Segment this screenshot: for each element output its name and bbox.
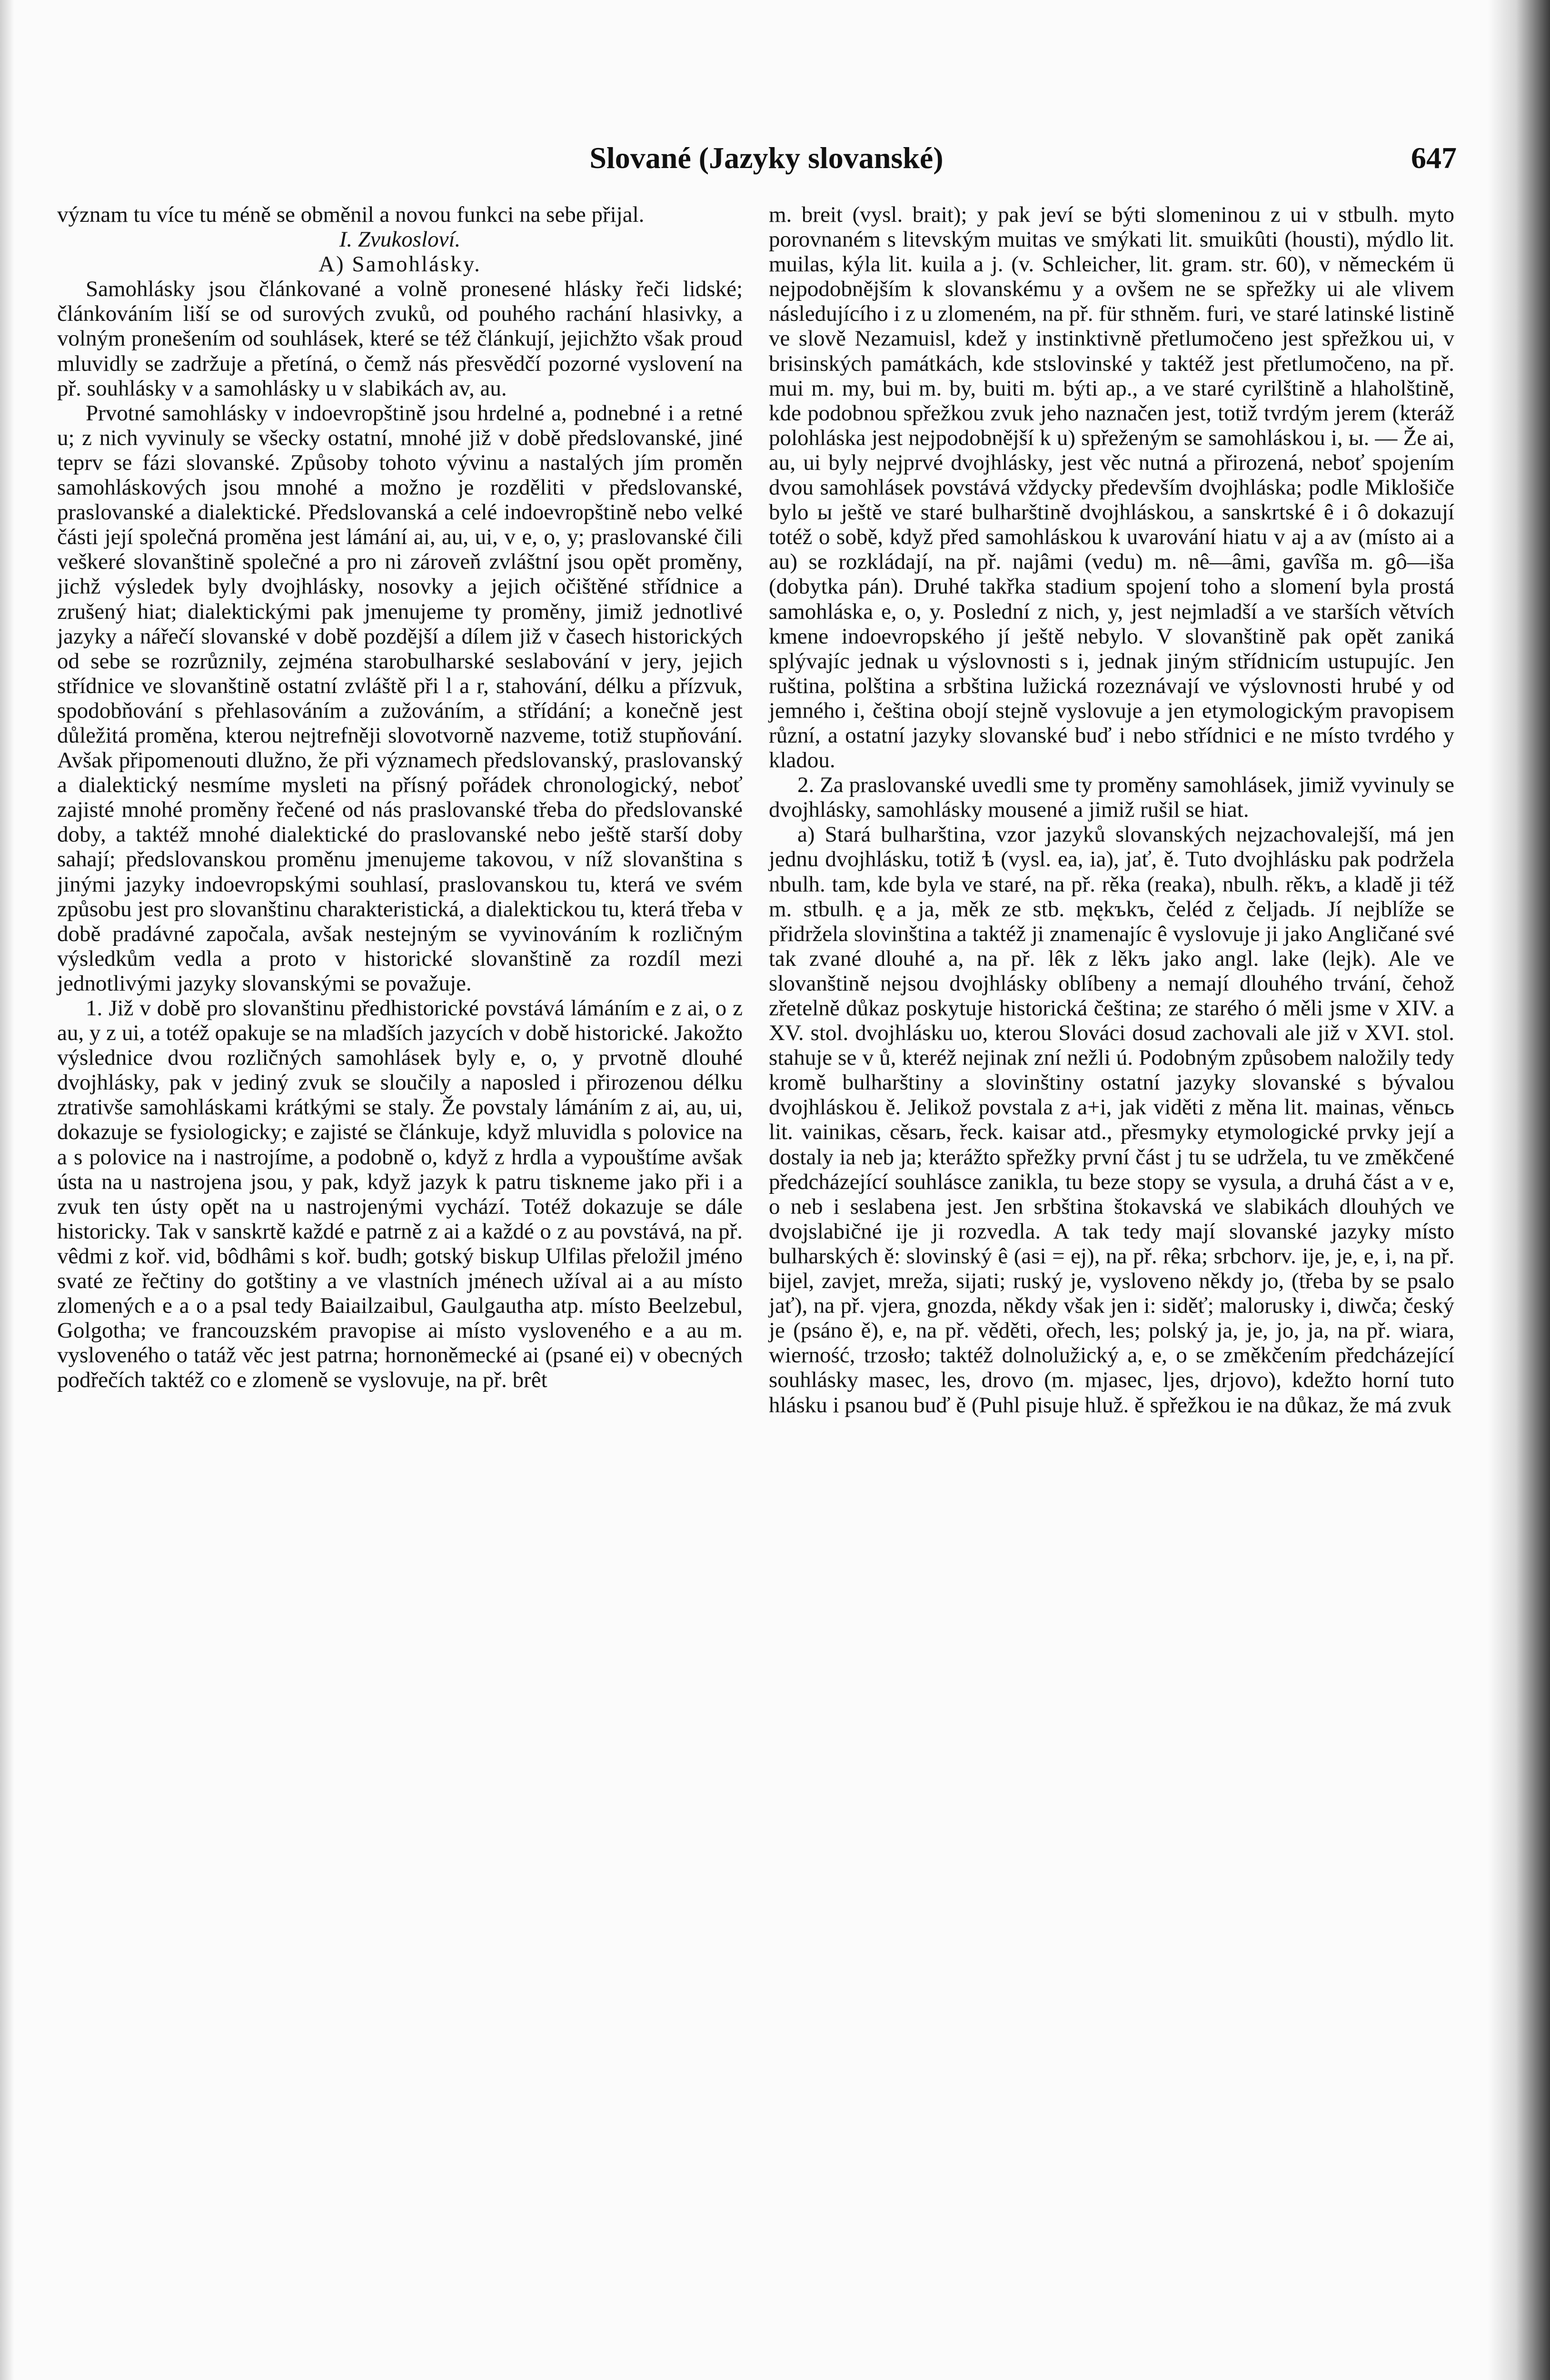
running-header <box>76 140 1457 178</box>
paragraph: 1. Již v době pro slovanštinu předhistorické povstává lámáním e z ai, o z au, y z ui, a totéž opakuje se na mladších jazycích v době historické. Jakožto výslednice dvou rozličných samohlásek byly e, o, y prvotně dlouhé dvojhlásky, pak v jediný zvuk se sloučily a naposled i přirozenou délku ztrativše samohláskami krátkými se staly. Že povstaly lámáním z ai, au, ui, dokazuje se fysiologicky; e zajisté se článkuje, když mluvidla s polovice na a s polovice na i nastrojíme, a podobně o, když z hrdla a vypouštíme avšak ústa na u nastrojena jsou, y pak, když jazyk k patru tiskneme jako při i a zvuk ten ústy opět na u nastrojenými vychází. Totéž dokazuje se dále historicky. Tak v sanskrtě každé e patrně z ai a každé o z au povstává, na př. vêdmi z koř. vid, bôdhâmi s koř. budh; gotský biskup Ulfilas přeložil jméno svaté ze řečtiny do gotštiny a ve vlastních jménech užíval ai a au místo zlomených e a o a psal tedy Baiailzaibul, Gaulgautha atp. místo Beelzebul, Golgotha; ve francouzském pravopise ai místo vysloveného e a au m. vysloveného o tatáž věc jest patrna; hornoněmecké ai (psané ei) v obecných podřečích taktéž co e zlomeně se vyslovuje, na př. brêt <box>57 996 743 1393</box>
paragraph: 2. Za praslovanské uvedli sme ty proměny samohlásek, jimiž vyvinuly se dvojhlásky, samohlásky mousené a jimiž rušil se hiat. <box>769 773 1454 823</box>
paragraph: a) Stará bulharština, vzor jazyků slovanských nejzachovalejší, má jen jednu dvojhlásku, totiž ѣ (vysl. ea, ia), jať, ě. Tuto dvojhlásku pak podržela nbulh. tam, kde byla ve staré, na př. rěka (reaka), nbulh. rěkъ, a kladě ji též m. stbulh. ę a ja, měk ze stb. mękъkъ, čeléd z čeljadь. Jí nejblíže se přidržela slovinština a taktéž ji znamenajíc ê vyslovuje ji jako Angličané své tak zvané dlouhé a, na př. lêk z lěkъ jako angl. lake (lejk). Ale ve slovanštině nejsou dvojhlásky oblíbeny a nemají dlouhého trvání, čehož zřetelně důkaz poskytuje historická čeština; ze starého ó měli jsme v XIV. a XV. stol. dvojhlásku uo, kterou Slováci dosud zachovali ale již v XVI. stol. stahuje se v ů, kteréž nejinak zní nežli ú. Podobným způsobem naložily tedy kromě bulharštiny a slovinštiny ostatní jazyky slovanské s bývalou dvojhláskou ě. Jelikož povstala z a+i, jak viděti z měna lit. mainas, věnьсь lit. vainikas, cěsarь, řeck. kaisar atd., přesmyky etymologické prvky její a dostaly ia neb ja; kterážto spřežky první část j tu se udržela, tu ve změkčené předcházející souhlásce zanikla, tu beze stopy se vysula, a druhá část a v e, o neb i seslabena jest. Jen srbština štokavská ve slabikách dlouhých ve dvojslabičné ije ji rozvedla. A tak tedy mají slovanské jazyky místo bulharských ě: slovinský ê (asi = ej), na př. rêka; srbchorv. ije, je, e, i, na př. bijel, zavjet, mreža, sijati; ruský je, vysloveno někdy jo, (třeba by se psalo jať), na př. vjera, gnozda, někdy však jen i: siděť; malorusky i, diwča; český je (psáno ě), e, na př. věděti, ořech, les; polský ja, je, jo, ja, na př. wiara, wierność, trzosło; taktéž dolnolužický a, e, o se změkčením předcházející souhlásky masec, les, drovo (m. mjasec, ljes, drjovo), kdežto horní tuto hlásku i psanou buď ě (Puhl pisuje hluž. ě spřežkou ie na důkaz, že má zvuk <box>769 822 1454 1418</box>
paragraph: m. breit (vysl. brait); y pak jeví se býti slomeninou z ui v stbulh. myto porovnaném s litevským muitas ve smýkati lit. smuikûti (housti), mýdlo lit. muilas, kýla lit. kuila a j. (v. Schleicher, lit. gram. str. 60), v německém ü nejpodobnějším k slovanskému y a ovšem ne se spřežky ui ale vlivem následujícího i z u zlomeném, na př. für sthněm. furi, ve staré latinské listině ve slově Nezamuisl, kdež y instinktivně přetlumočeno jest spřežkou ui, v brisinských památkách, kde stslovinské y taktéž jest přetlumočeno, na př. mui m. my, bui m. by, buiti m. býti ap., a ve staré cyrilštině a hlaholštině, kde podobnou spřežkou zvuk jeho naznačen jest, totiž tvrdým jerem (kteráž polohláska jest nejpodobnější k u) spřeženým se samohláskou i, ы. — Že ai, au, ui byly nejprvé dvojhlásky, jest věc nutná a přirozená, neboť spojením dvou samohlásek povstává vždycky především dvojhláska; podle Miklošiče bylo ы ještě ve staré bulharštině dvojhláskou, a sanskrtské ê i ô dokazují totéž o sobě, když před samohláskou k uvarování hiatu v aj a av (místo ai a au) se rozkládají, na př. najâmi (vedu) m. nê—âmi, gavîša m. gô—iša (dobytka pán). Druhé takřka stadium spojení toho a slomení byla prostá samohláska e, o, y. Poslední z nich, y, jest nejmladší a ve starších větvích kmene indoevropského jí ještě nebylo. V slovanštině pak opět zaniká splývajíc jednak u výslovnosti s i, jednak jiným střídnicím ustupujíc. Jen ruština, polština a srbština lužická rozeznávají ve výslovnosti hrubé y od jemného i, čeština obojí stejně vyslovuje a jen etymologickým pravopisem různí, a ostatní jazyky slovanské buď i nebo střídnici e ne místo tvrdého y kladou. <box>769 202 1454 773</box>
paragraph: Prvotné samohlásky v indoevropštině jsou hrdelné a, podnebné i a retné u; z nich vyvinuly se všecky ostatní, mnohé již v době předslovanské, jiné teprv se fázi slovanské. Způsoby tohoto vývinu a nastalých jím proměn samohláskových jsou mnohé a možno je rozděliti v předslovanské, praslovanské a dialektické. Předslovanská a celé indoevropštině nebo velké části její společná proměna jest lámání ai, au, ui, v e, o, y; praslovanské čili veškeré slovanštině společné a pro ni zároveň zvláštní jsou opět proměny, jichž výsledek byly dvojhlásky, nosovky a jejich očištěné střídnice a zrušený hiat; dialektickými pak jmenujeme ty proměny, jimiž jednotlivé jazyky a nářečí slovanské v době pozdější a dílem již v časech historických od sebe se rozrůznily, zejména starobulharské seslabování v jery, jejich střídnice ve slovanštině ostatní zvláště při l a r, stahování, délku a přízvuk, spodobňování s přehlasováním a zužováním, a střídání; a konečně jest důležitá proměna, kterou nejtrefněji slovotvorně nazveme, totiž stupňování. Avšak připomenouti dlužno, že při významech předslovanský, praslovanský a dialektický nesmíme mysleti na přísný pořádek chronologický, neboť zajisté mnohé proměny řečené od nás praslovanské třeba do předslovanské doby, a taktéž mnohé dialektické do praslovanské nebo ještě starší doby sahají; předslovanskou proměnu jmenujeme takovou, v níž slovanština s jinými jazyky indoevropskými souhlasí, praslovanskou tu, která ve svém způsobu jest pro slovanštinu charakteristická, a dialektickou tu, která třeba v době pradávné započala, avšak nestejným se vyvinováním k rozličným výsledkům vedla a proto v historické slovanštině za rozdíl mezi jednotlivými jazyky slovanskými se považuje. <box>57 400 743 996</box>
paragraph: význam tu více tu méně se obměnil a novou funkci na sebe přijal. <box>57 202 645 227</box>
left-column <box>57 202 743 1393</box>
page-left-edge <box>0 0 14 2380</box>
page-right-edge-shadow <box>1488 0 1550 2380</box>
header-title: Slované (Jazyky slovanské) <box>589 141 944 175</box>
section-heading: I. Zvukosloví. <box>339 227 461 252</box>
subsection-heading: A) Samohlásky. <box>318 252 481 277</box>
page-number: 647 <box>1411 141 1457 175</box>
paragraph: Samohlásky jsou článkované a volně pronesené hlásky řeči lidské; článkováním liší se od surových zvuků, od pouhého rachání hlasivky, a volným pronešením od souhlásek, které se též článkují, jejichžto však proud mluvidly se zadržuje a přetíná, o čemž nás přesvědčí pozorné vyslovení na př. souhlásky v a samohlásky u v slabikách av, au. <box>57 277 743 401</box>
right-column <box>769 202 1454 1418</box>
